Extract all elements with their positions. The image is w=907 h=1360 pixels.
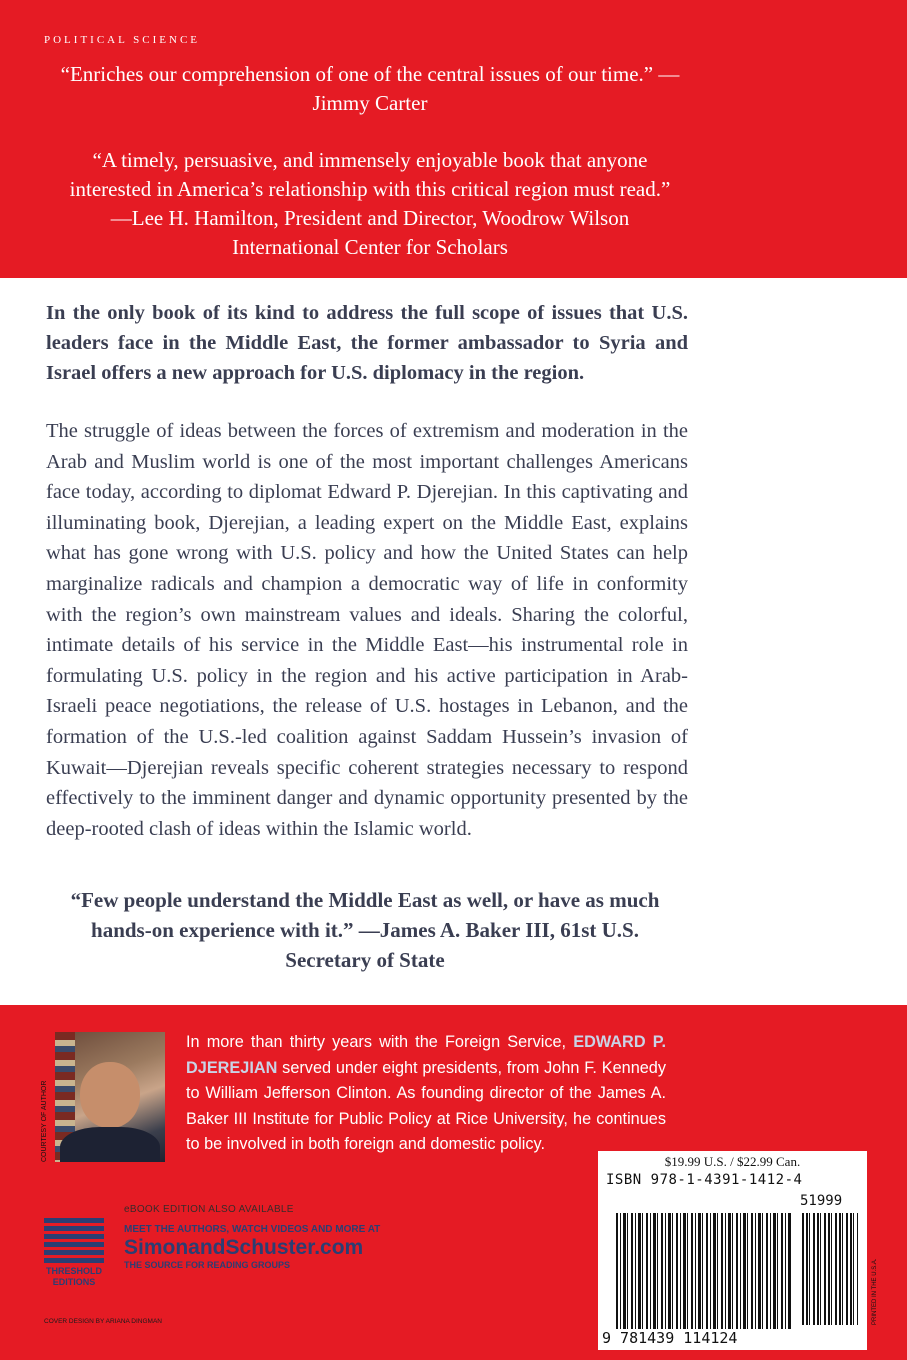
website-link[interactable]: SimonandSchuster.com (124, 1236, 364, 1259)
threshold-flag-logo (44, 1218, 104, 1264)
ebook-note: eBOOK EDITION ALSO AVAILABLE (124, 1204, 294, 1215)
addon-code: 51999 (800, 1193, 843, 1209)
price-text: $19.99 U.S. / $22.99 Can. (664, 1154, 801, 1169)
quote-baker: “Few people understand the Middle East as well, or have as much hands-on experience with it.” —James A. Baker III, 61st U.S. Secretary of State (70, 888, 660, 972)
suit-shape (60, 1127, 160, 1162)
quote-hamilton: “A timely, persuasive, and immensely enjoyable book that anyone interested in America’s relationship with this critical region must read.” —Lee H. Hamilton, President and Director, Woodrow Wilson International Center for Scholars (69, 148, 671, 259)
addon-barcode-bars (802, 1213, 858, 1325)
reading-groups-text: THE SOURCE FOR READING GROUPS (124, 1260, 291, 1270)
ean-number: 9 781439 114124 (602, 1329, 802, 1347)
intro-paragraph: In the only book of its kind to address the full scope of issues that U.S. leaders face in the Middle East, the former ambassador to Syria and Israel offers a new approach for U.S. diplomacy in the region. (46, 302, 688, 384)
printed-in-usa: PRINTED IN THE U.S.A. (872, 1258, 878, 1325)
isbn-text: ISBN 978-1-4391-1412-4 (606, 1172, 803, 1188)
category-label: POLITICAL SCIENCE (44, 34, 201, 46)
author-photo (55, 1032, 165, 1162)
quote-carter: “Enriches our comprehension of one of the central issues of our time.” —Jimmy Carter (60, 62, 680, 115)
barcode-box (598, 1151, 867, 1350)
barcode-bars (616, 1213, 792, 1333)
cover-design-credit: COVER DESIGN BY ARIANA DINGMAN (44, 1318, 162, 1325)
imprint-name: THRESHOLD EDITIONS (46, 1266, 102, 1287)
description-paragraph: The struggle of ideas between the forces of extremism and moderation in the Arab and Muslim world is one of the most important challenges Americans face today, according to diplomat Edward P. Djerejian. In this captivating and illuminating book, Djerejian, a leading expert on the Middle East, explains what has gone wrong with U.S. policy and how the United States can help marginalize radicals and champion a democratic way of life in conformity with the region’s own mainstream values and ideals. Sharing the colorful, intimate details of his service in the Middle East—his instrumental role in formulating U.S. policy in the region and his active participation in Arab-Israeli peace negotiations, the release of U.S. hostages in Lebanon, and the formation of the U.S.-led coalition against Saddam Hussein’s invasion of Kuwait—Djerejian reveals specific coherent strategies necessary to respond effectively to the imminent danger and dynamic opportunity presented by the deep-rooted clash of ideas within the Islamic world. (46, 420, 688, 840)
publisher-promo (124, 1204, 380, 1270)
author-bio (186, 1030, 666, 1158)
bio-text-start: In more than thirty years with the Foreign Service, (186, 1033, 574, 1051)
author-name: EDWARD P. DJEREJIAN (186, 1033, 666, 1077)
bio-text-end: served under eight presidents, from John F. Kennedy to William Jefferson Clinton. As founding director of the James A. Baker III Institute for Public Policy at Rice University, he continues to be involved in both foreign and domestic policy. (186, 1058, 666, 1153)
photo-credit: COURTESY OF AUTHOR (41, 1080, 48, 1162)
meet-authors-text: MEET THE AUTHORS, WATCH VIDEOS AND MORE AT (124, 1224, 381, 1235)
face-shape (80, 1062, 140, 1128)
